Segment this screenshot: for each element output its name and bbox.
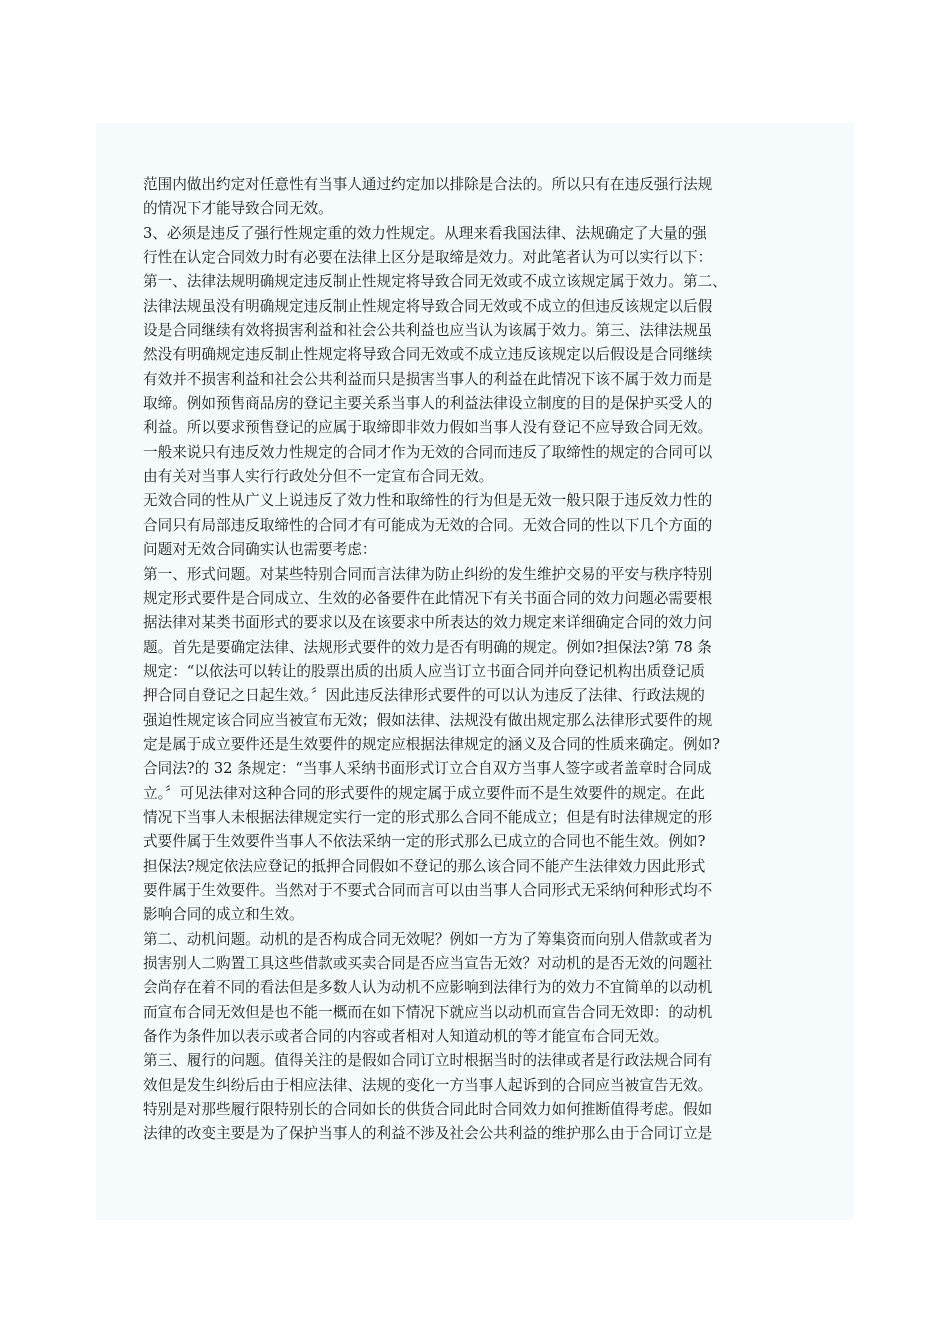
text-line: 一般来说只有违反效力性规定的合同才作为无效的合同而违反了取缔性的规定的合同可以 (143, 443, 713, 461)
text-line: 立。〞可见法律对这种合同的形式要件的规定属于成立要件而不是生效要件的规定。在此 (143, 784, 705, 802)
text-line: 合同只有局部违反取缔性的合同才有可能成为无效的合同。无效合同的性以下几个方面的 (143, 516, 713, 534)
text-line: 式要件属于生效要件当事人不依法采纳一定的形式那么已成立的合同也不能生效。例如? (143, 833, 706, 851)
text-line: 规定：“以依法可以转让的股票出质的出质人应当订立书面合同并向登记机构出质登记质 (143, 662, 706, 680)
text-line: 会尚存在着不同的看法但是多数人认为动机不应影响到法律行为的效力不宜简单的以动机 (143, 979, 713, 997)
text-line: 情况下当事人未根据法律规定实行一定的形式那么合同不能成立；但是有时法律规定的形 (143, 808, 713, 826)
text-line: 备作为条件加以表示或者合同的内容或者相对人知道动机的等才能宣布合同无效。 (143, 1028, 669, 1046)
text-line: 设是合同继续有效将损害利益和社会公共利益也应当认为该属于效力。第三、法律法规虽 (143, 322, 713, 340)
text-line: 第三、履行的问题。值得关注的是假如合同订立时根据当时的法律或者是行政法规合同有 (143, 1052, 713, 1070)
text-line: 损害别人二购置工具这些借款或买卖合同是否应当宣告无效？对动机的是否无效的问题社 (143, 955, 713, 972)
text-line: 第一、形式问题。对某些特别合同而言法律为防止纠纷的发生维护交易的平安与秩序特别 (143, 565, 713, 583)
text-line: 问题对无效合同确实认也需要考虑： (143, 541, 377, 559)
text-line: 无效合同的性从广义上说违反了效力性和取缔性的行为但是无效一般只限于违反效力性的 (143, 492, 713, 510)
text-line: 利益。所以要求预售登记的应属于取缔即非效力假如当事人没有登记不应导致合同无效。 (143, 419, 713, 437)
text-line: 第一、法律法规明确规定违反制止性规定将导致合同无效或不成立该规定属于效力。第二、 (143, 273, 727, 291)
text-line: 担保法?规定依法应登记的抵押合同假如不登记的那么该合同不能产生法律效力因此形式 (143, 857, 706, 875)
text-line: 第二、动机问题。动机的是否构成合同无效呢？例如一方为了筹集资而向别人借款或者为 (143, 930, 713, 948)
text-line: 由有关对当事人实行行政处分但不一定宣布合同无效。 (143, 468, 494, 486)
text-line: 行性在认定合同效力时有必要在法律上区分是取缔是效力。对此笔者认为可以实行以下： (143, 249, 713, 267)
text-line: 强迫性规定该合同应当被宣布无效；假如法律、法规没有做出规定那么法律形式要件的规 (143, 711, 713, 729)
text-line: 要件属于生效要件。当然对于不要式合同而言可以由当事人合同形式无采纳何种形式均不 (143, 881, 713, 899)
text-line: 法律的改变主要是为了保护当事人的利益不涉及社会公共利益的维护那么由于合同订立是 (143, 1125, 713, 1143)
text-line: 题。首先是要确定法律、法规形式要件的效力是否有明确的规定。例如?担保法?第 78 条 (143, 638, 712, 656)
document-body (143, 173, 805, 1147)
text-line: 而宣布合同无效但是也不能一概而在如下情况下就应当以动机而宣告合同无效即：的动机 (143, 1003, 713, 1021)
text-line: 据法律对某类书面形式的要求以及在该要求中所表达的效力规定来详细确定合同的效力问 (143, 614, 713, 632)
text-line: 范围内做出约定对任意性有当事人通过约定加以排除是合法的。所以只有在违反强行法规 (143, 176, 713, 193)
text-line: 有效并不损害利益和社会公共利益而只是损害当事人的利益在此情况下该不属于效力而是 (143, 370, 713, 388)
text-line: 影响合同的成立和生效。 (143, 906, 304, 924)
text-line: 取缔。例如预售商品房的登记主要关系当事人的利益法律设立制度的目的是保护买受人的 (143, 395, 713, 413)
text-line: 然没有明确规定违反制止性规定将导致合同无效或不成立违反该规定以后假设是合同继续 (143, 346, 713, 364)
text-line: 定是属于成立要件还是生效要件的规定应根据法律规定的涵义及合同的性质来确定。例如? (143, 735, 720, 753)
text-line: 押合同自登记之日起生效。〞因此违反法律形式要件的可以认为违反了法律、行政法规的 (143, 687, 705, 705)
text-line: 规定形式要件是合同成立、生效的必备要件在此情况下有关书面合同的效力问题必需要根 (143, 589, 713, 607)
text-line: 法律法规虽没有明确规定违反制止性规定将导致合同无效或不成立的但违反该规定以后假 (143, 297, 713, 315)
text-line: 3、必须是违反了强行性规定重的效力性规定。从理来看我国法律、法规确定了大量的强 (143, 224, 707, 242)
text-line: 特别是对那些履行限特别长的合同如长的供货合同此时合同效力如何推断值得考虑。假如 (143, 1101, 713, 1119)
text-line: 效但是发生纠纷后由于相应法律、法规的变化一方当事人起诉到的合同应当被宣告无效。 (143, 1076, 713, 1094)
text-line: 的情况下才能导致合同无效。 (143, 200, 333, 218)
text-line: 合同法?的 32 条规定：“当事人采纳书面形式订立合自双方当事人签字或者盖章时合同成 (143, 760, 712, 778)
